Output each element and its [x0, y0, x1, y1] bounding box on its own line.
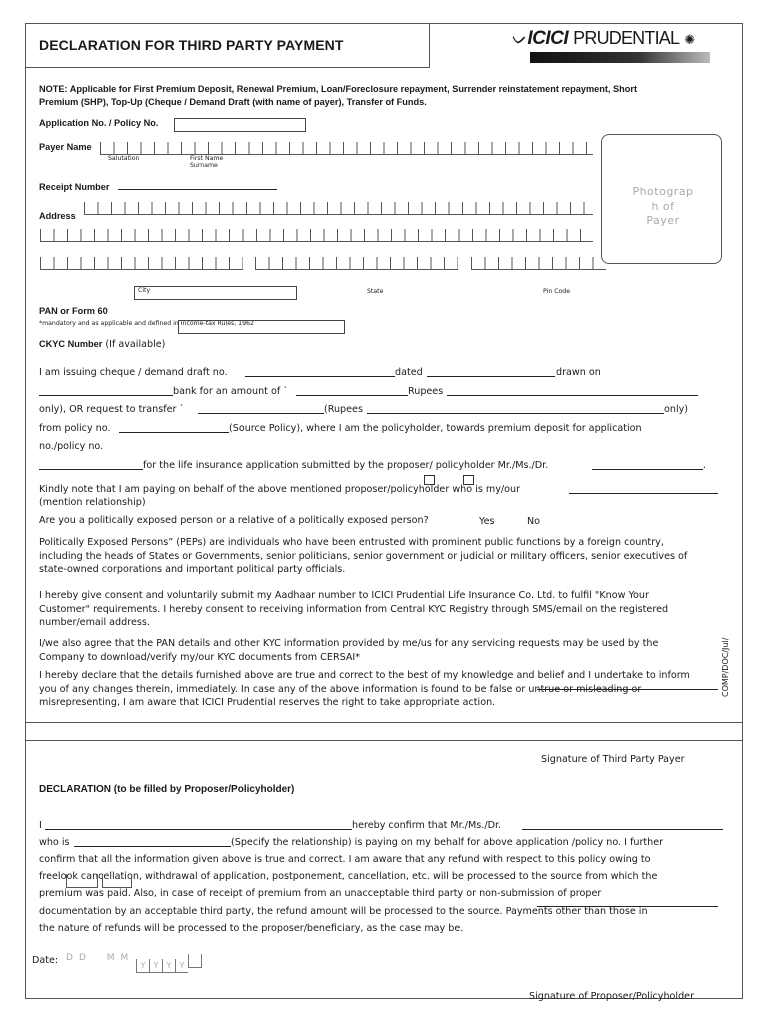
date-year-cells[interactable]: Y Y Y Y	[136, 953, 202, 973]
p1-drawn: drawn on	[556, 367, 601, 378]
logo-lion-icon: ✺	[684, 32, 696, 47]
relationship-input-2[interactable]	[74, 846, 231, 847]
pan-input[interactable]	[178, 320, 345, 334]
transfer-words-input[interactable]	[367, 413, 664, 414]
d2-l2-b: (Specify the relationship) is paying on my behalf for above application /policy no. I further	[231, 837, 664, 848]
d2-l1-b: hereby confirm that Mr./Ms./Dr.	[352, 820, 502, 831]
d2-l2-a: who is	[39, 837, 70, 848]
application-no-input[interactable]	[174, 118, 306, 132]
third-party-signature-line[interactable]	[537, 689, 718, 690]
p7b: (mention relationship)	[39, 497, 146, 508]
p3-a: only), OR request to transfer `	[39, 404, 185, 415]
amount-words-input[interactable]	[447, 395, 698, 396]
state-caption: State	[367, 288, 384, 295]
p3-rupees: (Rupees	[324, 404, 363, 415]
ckyc-row	[39, 338, 165, 352]
bank-name-input[interactable]	[39, 395, 173, 396]
third-party-signature-label: Signature of Third Party Payer	[541, 754, 685, 765]
receipt-number-label: Receipt Number	[39, 182, 110, 192]
address-line-2[interactable]	[40, 229, 593, 242]
date-label: Date:	[32, 955, 59, 966]
cheque-date-input[interactable]	[427, 376, 555, 377]
date-input[interactable]: DD MM	[66, 953, 135, 963]
first-name-caption: First Name	[190, 155, 224, 162]
source-policy-input[interactable]	[119, 432, 229, 433]
payer-name-input-2[interactable]	[522, 829, 723, 830]
p7: Kindly note that I am paying on behalf of the above mentioned proposer/policyholder who is my/our	[39, 484, 521, 495]
relationship-input[interactable]	[569, 493, 718, 494]
logo-flame-icon: ᨆ	[512, 29, 528, 48]
pep-yes-label: Yes	[479, 516, 495, 527]
address-line-3b[interactable]	[255, 257, 458, 270]
d2-l4: freelook cancellation, withdrawal of application, postponement, cancellation, etc. will be processed to the source from which the	[39, 871, 658, 882]
pep-no-label: No	[527, 516, 541, 527]
p3-only: only)	[664, 404, 689, 415]
ckyc-suffix: (If available)	[105, 339, 166, 350]
pep-question: Are you a politically exposed person or a relative of a politically exposed person?	[39, 515, 429, 526]
application-no-label: Application No. / Policy No.	[39, 118, 159, 128]
section-divider-top	[25, 722, 743, 723]
proposer-name-input[interactable]	[592, 469, 703, 470]
d2-l3: confirm that all the information given above is true and correct. I am aware that any refund with respect to this policy owing to	[39, 854, 651, 865]
surname-caption: Surname	[190, 162, 218, 169]
freelook-box-b	[102, 874, 132, 888]
p6-end: .	[703, 460, 707, 471]
proposer-signature-label: Signature of Proposer/Policyholder	[529, 991, 695, 1002]
amount-input[interactable]	[296, 395, 408, 396]
proposer-self-name-input[interactable]	[45, 829, 352, 830]
declaration-text: I hereby declare that the details furnished above are true and correct to the best of my knowledge and belief and I undertake to inform you of any changes therein, immediately. In case any of the above information is found to be false or untrue or misleading or misrepresenting, I am aware that ICICI Prudential reserves the right to take appropriate action.	[39, 670, 690, 708]
address-line-3c[interactable]	[471, 257, 606, 270]
pep-definition: Politically Exposed Persons” (PEPs) are individuals who have been entrusted with prominent public functions by a foreign country, including the heads of States or Governments, senior politicians, senior government or judicial or military officers, senior executives of state-owned corporations and important political party officials.	[39, 537, 688, 575]
section-divider-bottom	[25, 740, 743, 741]
ckyc-label: CKYC Number	[39, 339, 103, 349]
p4-a: from policy no.	[39, 423, 111, 434]
p5: no./policy no.	[39, 441, 104, 452]
city-input[interactable]	[134, 286, 297, 300]
application-no-input-2[interactable]	[39, 469, 143, 470]
salutation-caption: Salutation	[108, 155, 140, 162]
p4-b: (Source Policy), where I am the policyholder, towards premium deposit for application	[229, 423, 642, 434]
logo-tagline-bar	[530, 52, 710, 63]
p2-rupees: Rupees	[408, 386, 444, 397]
cheque-no-input[interactable]	[245, 376, 395, 377]
d2-l5: premium was paid. Also, in case of receipt of premium from an unacceptable third party or non-submission of proper	[39, 888, 602, 899]
d2-l1-a: I	[39, 820, 42, 831]
applicability-note: NOTE: Applicable for First Premium Deposit, Renewal Premium, Loan/Foreclosure repayment, Surrender reinstatement repayment, Short Premium (SHP), Top-Up (Cheque / Demand Draft (with name of payer), Transfer of Funds.	[39, 84, 638, 107]
p6: for the life insurance application submitted by the proposer/ policyholder Mr./Ms./Dr.	[143, 460, 549, 471]
freelook-box-a	[66, 874, 98, 888]
receipt-number-input[interactable]	[118, 189, 277, 190]
pan-label: PAN or Form 60	[39, 306, 108, 316]
pin-code-caption: Pin Code	[543, 288, 571, 295]
address-line-1[interactable]	[84, 202, 593, 215]
page-title: DECLARATION FOR THIRD PARTY PAYMENT	[39, 37, 344, 53]
photograph-placeholder: Photograp h of Payer	[632, 185, 694, 227]
address-line-3a[interactable]	[40, 257, 243, 270]
pan-kyc-consent: I/we also agree that the PAN details and other KYC information provided by me/us for any servicing requests may be used by the Company to download/verify my/our KYC documents from CERSAI*	[39, 638, 659, 663]
pan-note: *mandatory and as applicable and defined in Income-tax Rules, 1962	[39, 320, 254, 327]
address-label: Address	[39, 211, 76, 221]
logo-brand: ICICI	[527, 28, 569, 49]
declaration2-title: DECLARATION (to be filled by Proposer/Policyholder)	[39, 784, 295, 795]
d2-l6: documentation by an acceptable third party, the refund amount will be processed to the source. Payments other than those in	[39, 906, 648, 917]
aadhaar-consent: I hereby give consent and voluntarily submit my Aadhaar number to ICICI Prudential Life Insurance Co. Ltd. to fulfil "Know Your Customer" requirements. I hereby consent to receiving information from Central KYC Registry through SMS/email on the registered number/email address.	[39, 590, 669, 628]
p1-dated: dated	[395, 367, 423, 378]
pep-no-checkbox[interactable]	[463, 475, 474, 485]
p1-a: I am issuing cheque / demand draft no.	[39, 367, 228, 378]
proposer-signature-line[interactable]	[537, 906, 718, 907]
pep-yes-checkbox[interactable]	[424, 475, 435, 485]
p2-bank: bank for an amount of `	[173, 386, 289, 397]
city-caption: City	[138, 287, 151, 294]
logo-name: PRUDENTIAL	[573, 28, 680, 48]
icici-prudential-logo	[512, 28, 695, 50]
d2-l7: the nature of refunds will be processed to the proposer/beneficiary, as the case may be.	[39, 923, 464, 934]
payer-name-input[interactable]	[100, 142, 593, 155]
vertical-form-code: COMP/DOC/Jul/	[721, 637, 730, 697]
transfer-amount-input[interactable]	[198, 413, 324, 414]
payer-name-label: Payer Name	[39, 142, 92, 152]
